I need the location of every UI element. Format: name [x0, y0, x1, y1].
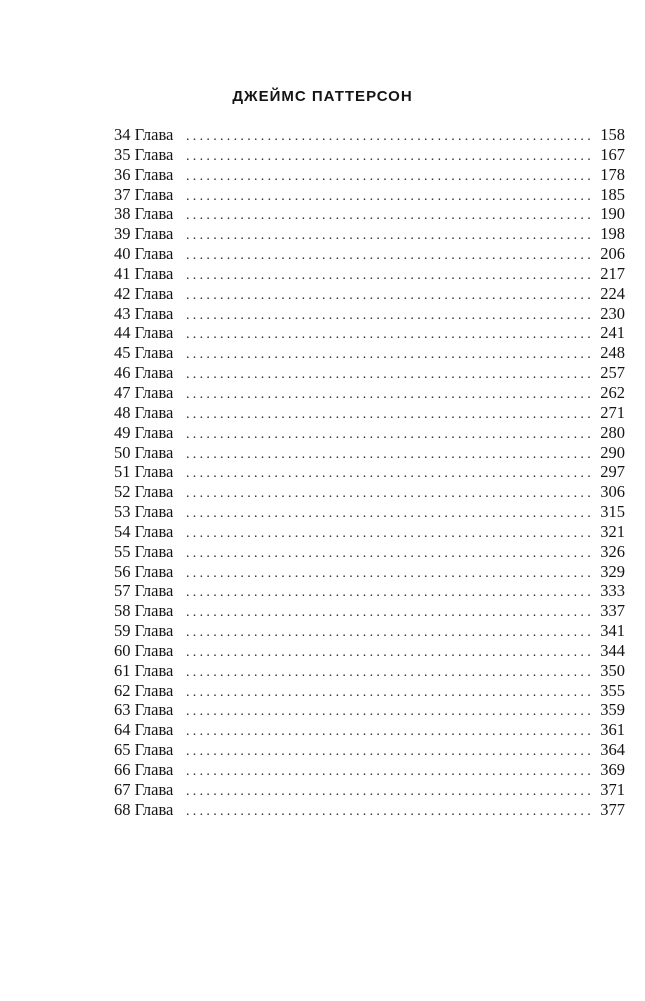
toc-entry-page-number: 290: [600, 442, 625, 462]
toc-entry-page-number: 326: [600, 541, 625, 561]
toc-entry: [114, 184, 625, 205]
toc-entry: [114, 720, 625, 740]
toc-entry-title: 64 Глава: [114, 720, 174, 740]
toc-entry-title: 35 Глава: [114, 144, 174, 164]
dot-leader: ............................................................: [186, 466, 594, 482]
toc-entry: [114, 482, 625, 502]
dot-leader: ............................................................: [186, 287, 594, 303]
toc-entry-title: 43 Глава: [114, 303, 174, 323]
toc-entry-page-number: 321: [600, 521, 625, 541]
toc-entry: [114, 283, 625, 304]
toc-entry: [114, 382, 625, 403]
toc-entry-page-number: 369: [600, 760, 625, 779]
dot-leader: ............................................................: [186, 664, 594, 680]
toc-entry: [114, 303, 625, 324]
toc-entry-page-number: 224: [600, 283, 625, 303]
dot-leader: ............................................................: [186, 406, 594, 422]
toc-entry-title: 54 Глава: [114, 521, 174, 541]
toc-entry: [114, 760, 625, 780]
toc-entry-page-number: 271: [600, 402, 625, 422]
dot-leader: ............................................................: [186, 704, 594, 720]
toc-entry: [114, 343, 625, 363]
dot-leader: ............................................................: [186, 367, 594, 383]
toc-entry: [114, 263, 625, 284]
toc-entry-page-number: 315: [600, 502, 625, 522]
toc-entry-title: 38 Глава: [114, 204, 174, 224]
dot-leader: ............................................................: [186, 129, 594, 144]
toc-entry-page-number: 198: [600, 224, 625, 244]
toc-entry-title: 59 Глава: [114, 621, 174, 641]
toc-entry: [114, 224, 625, 244]
toc-entry: [114, 581, 625, 601]
toc-entry-page-number: 248: [600, 343, 625, 363]
dot-leader: ............................................................: [186, 486, 594, 502]
toc-entry-page-number: 364: [600, 740, 625, 760]
dot-leader: ............................................................: [186, 605, 594, 621]
toc-entry-page-number: 241: [600, 323, 625, 343]
dot-leader: ............................................................: [186, 724, 594, 740]
dot-leader: ............................................................: [186, 386, 594, 402]
toc-entry-title: 58 Глава: [114, 601, 174, 621]
dot-leader: ............................................................: [186, 148, 594, 164]
toc-entry-title: 68 Глава: [114, 799, 174, 819]
toc-entry: [114, 541, 625, 562]
toc-entry-title: 53 Глава: [114, 502, 174, 522]
toc-entry: [114, 502, 625, 522]
toc-entry-title: 60 Глава: [114, 640, 174, 660]
toc-entry-title: 42 Глава: [114, 283, 174, 303]
toc-entry: [114, 601, 625, 621]
toc-entry: [114, 462, 625, 482]
toc-entry: [114, 144, 625, 165]
dot-leader: ............................................................: [186, 764, 594, 779]
toc-entry: [114, 621, 625, 641]
toc-entry-title: 41 Глава: [114, 263, 174, 283]
toc-entry-title: 40 Глава: [114, 244, 174, 264]
dot-leader: ............................................................: [186, 426, 594, 442]
toc-entry: [114, 660, 625, 681]
dot-leader: ............................................................: [186, 347, 594, 363]
toc-entry: [114, 164, 625, 185]
toc-entry: [114, 779, 625, 800]
toc-entry-page-number: 257: [600, 363, 625, 383]
toc-entry: [114, 363, 625, 383]
toc-entry-title: 48 Глава: [114, 402, 174, 422]
dot-leader: ............................................................: [186, 803, 594, 819]
toc-entry-page-number: 280: [600, 422, 625, 442]
toc-entry-page-number: 190: [600, 204, 625, 224]
toc-entry-title: 62 Глава: [114, 680, 174, 700]
toc-entry-page-number: 344: [600, 640, 625, 660]
toc-entry: [114, 680, 625, 701]
toc-entry-title: 65 Глава: [114, 740, 174, 760]
dot-leader: ............................................................: [186, 644, 594, 660]
toc-entry-page-number: 217: [600, 263, 625, 283]
toc-entry-page-number: 167: [600, 144, 625, 164]
dot-leader: ............................................................: [186, 625, 594, 641]
toc-entry-page-number: 377: [600, 799, 625, 819]
toc-entry-title: 46 Глава: [114, 363, 174, 383]
toc-entry-title: 52 Глава: [114, 482, 174, 502]
toc-entry-page-number: 341: [600, 621, 625, 641]
toc-entry-title: 55 Глава: [114, 541, 174, 561]
toc-entry: [114, 244, 625, 264]
toc-entry-title: 51 Глава: [114, 462, 174, 482]
dot-leader: ............................................................: [186, 307, 594, 323]
toc-entry-page-number: 297: [600, 462, 625, 482]
toc-entry-page-number: 158: [600, 125, 625, 144]
toc-entry: [114, 323, 625, 343]
dot-leader: ............................................................: [186, 446, 594, 462]
toc-entry-title: 47 Глава: [114, 382, 174, 402]
toc-entry-page-number: 206: [600, 244, 625, 264]
dot-leader: ............................................................: [186, 684, 594, 700]
toc-entry-title: 45 Глава: [114, 343, 174, 363]
toc-entry: [114, 402, 625, 423]
toc-entry-title: 49 Глава: [114, 422, 174, 442]
dot-leader: ............................................................: [186, 327, 594, 343]
toc-entry: [114, 125, 625, 145]
dot-leader: ............................................................: [186, 188, 594, 204]
toc-entry: [114, 521, 625, 542]
toc-entry-page-number: 350: [600, 660, 625, 680]
running-head: ДЖЕЙМС ПАТТЕРСОН: [232, 88, 413, 105]
dot-leader: ............................................................: [186, 744, 594, 760]
toc-entry-page-number: 230: [600, 303, 625, 323]
dot-leader: ............................................................: [186, 506, 594, 522]
toc-entry-page-number: 329: [600, 561, 625, 581]
dot-leader: ............................................................: [186, 168, 594, 184]
toc-entry-title: 61 Глава: [114, 660, 174, 680]
toc-entry-title: 50 Глава: [114, 442, 174, 462]
dot-leader: ............................................................: [186, 228, 594, 244]
toc-entry-page-number: 185: [600, 184, 625, 204]
toc-entry-title: 36 Глава: [114, 164, 174, 184]
dot-leader: ............................................................: [186, 565, 594, 581]
toc-entry-page-number: 262: [600, 382, 625, 402]
toc-entry-page-number: 359: [600, 700, 625, 720]
toc-entry-title: 56 Глава: [114, 561, 174, 581]
toc-entry: [114, 700, 625, 720]
toc-entry-page-number: 178: [600, 164, 625, 184]
toc-entry-title: 44 Глава: [114, 323, 174, 343]
toc-entry-page-number: 333: [600, 581, 625, 601]
dot-leader: ............................................................: [186, 267, 594, 283]
dot-leader: ............................................................: [186, 248, 594, 264]
toc-entry-title: 66 Глава: [114, 760, 174, 779]
toc-entry-page-number: 371: [600, 779, 625, 799]
toc-entry-title: 67 Глава: [114, 779, 174, 799]
toc-entry-title: 34 Глава: [114, 125, 174, 144]
toc-entry: [114, 204, 625, 224]
toc-entry: [114, 640, 625, 661]
dot-leader: ............................................................: [186, 783, 594, 799]
toc-entry: [114, 740, 625, 760]
toc-entry: [114, 422, 625, 443]
toc-entry: [114, 561, 625, 582]
toc-entry-page-number: 337: [600, 601, 625, 621]
toc-entry-page-number: 306: [600, 482, 625, 502]
dot-leader: ............................................................: [186, 525, 594, 541]
toc-entry-page-number: 355: [600, 680, 625, 700]
toc-entry-page-number: 361: [600, 720, 625, 740]
toc-entry-title: 39 Глава: [114, 224, 174, 244]
toc-entry: [114, 442, 625, 463]
dot-leader: ............................................................: [186, 208, 594, 224]
toc-entry-title: 37 Глава: [114, 184, 174, 204]
dot-leader: ............................................................: [186, 545, 594, 561]
table-of-contents: [114, 125, 625, 820]
toc-entry: [114, 799, 625, 820]
toc-entry-title: 57 Глава: [114, 581, 174, 601]
toc-entry-title: 63 Глава: [114, 700, 174, 720]
dot-leader: ............................................................: [186, 585, 594, 601]
